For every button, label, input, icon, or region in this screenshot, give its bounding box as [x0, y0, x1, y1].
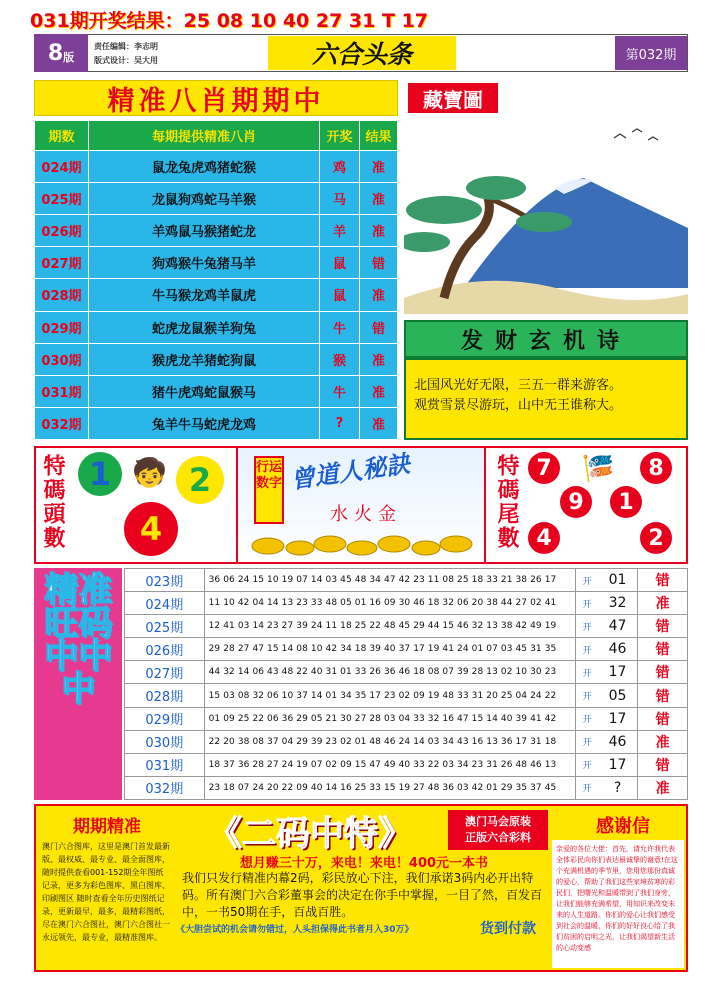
period-cell: 032期 — [35, 407, 89, 439]
secret-title: 曾道人秘訣 — [288, 449, 412, 495]
open-label-cell: 开 — [576, 592, 598, 615]
table-row — [35, 311, 398, 343]
period-cell: 023期 — [125, 569, 205, 592]
edition-suffix: 版 — [63, 51, 75, 64]
wang-code-table — [124, 568, 688, 800]
special-head-label: 特碼頭數 — [40, 454, 65, 550]
period-cell: 026期 — [125, 638, 205, 661]
poem-line-2: 观赏雪景尽游玩，山中无王谁称大。 — [414, 398, 623, 413]
table-row — [35, 279, 398, 311]
bottom-left-title: 期期精准 — [73, 817, 141, 837]
official-source-label: 澳门马会原装 正版六合彩料 — [448, 810, 548, 850]
open-label-cell: 开 — [576, 615, 598, 638]
landscape-illustration — [404, 118, 688, 314]
head-ball-3: 4 — [124, 502, 178, 556]
period-cell: 027期 — [125, 661, 205, 684]
open-number-cell: 01 — [598, 569, 638, 592]
result-cell: 准 — [638, 592, 688, 615]
open-label-cell: 开 — [576, 730, 598, 753]
poem-title: 发财玄机诗 — [404, 320, 688, 358]
table-row — [35, 183, 398, 215]
period-cell: 030期 — [35, 343, 89, 375]
numbers-cell: 18 37 36 28 27 24 19 07 02 09 15 47 49 40 33 22 03 34 23 31 26 48 46 13 — [204, 753, 576, 776]
wang-code-label: 精准旺码中中中 — [44, 570, 112, 709]
signs-cell: 兔羊牛马蛇虎龙鸡 — [89, 407, 320, 439]
result-cell: 准 — [360, 407, 398, 439]
cash-on-delivery: 货到付款 — [480, 921, 536, 937]
draw-cell: 猴 — [320, 343, 360, 375]
numbers-cell: 15 03 08 32 06 10 37 14 01 34 35 17 23 02 09 19 48 33 31 20 25 04 24 22 — [204, 684, 576, 707]
signs-cell: 龙鼠狗鸡蛇马羊猴 — [89, 183, 320, 215]
draw-cell: 鼠 — [320, 247, 360, 279]
treasure-map-label: 藏寶圖 — [408, 83, 498, 113]
period-cell: 030期 — [125, 730, 205, 753]
tree-foliage — [406, 196, 482, 224]
period-cell: 024期 — [125, 592, 205, 615]
open-label-cell: 开 — [576, 638, 598, 661]
period-cell: 031期 — [125, 753, 205, 776]
period-cell: 029期 — [35, 311, 89, 343]
numbers-cell: 01 09 25 22 06 36 29 05 21 30 27 28 03 04 33 32 16 47 15 14 40 39 41 42 — [204, 707, 576, 730]
open-label-cell: 开 — [576, 661, 598, 684]
result-cell: 错 — [638, 569, 688, 592]
tail-ball-5: 4 — [528, 522, 560, 554]
period-cell: 029期 — [125, 707, 205, 730]
result-cell: 准 — [360, 279, 398, 311]
signs-cell: 猴虎龙羊猪蛇狗鼠 — [89, 343, 320, 375]
period-cell: 028期 — [35, 279, 89, 311]
head-ball-1: 1 — [78, 452, 122, 496]
numbers-cell: 22 20 38 08 37 04 29 39 23 02 01 48 46 24 14 03 34 43 16 13 36 17 31 18 — [204, 730, 576, 753]
result-cell: 错 — [638, 638, 688, 661]
open-number-cell: 17 — [598, 753, 638, 776]
numbers-cell: 36 06 24 15 10 19 07 14 03 45 48 34 47 42 23 11 08 25 18 33 21 38 26 17 — [204, 569, 576, 592]
numbers-cell: 12 41 03 14 23 27 39 24 11 18 25 22 48 45 29 44 15 46 32 13 38 42 49 19 — [204, 615, 576, 638]
draw-cell: ? — [320, 407, 360, 439]
poem-line-1: 北国风光好无限，三五一群来游客。 — [414, 378, 623, 393]
draw-cell: 鸡 — [320, 151, 360, 183]
poem-body — [404, 358, 688, 440]
period-cell: 028期 — [125, 684, 205, 707]
paper-title: 六合头条 — [268, 36, 456, 70]
head-ball-2: 2 — [176, 456, 224, 504]
five-elements: 水火金 — [330, 504, 402, 525]
table-row — [125, 730, 688, 753]
issue-number: 第032期 — [615, 36, 687, 70]
open-label-cell: 开 — [576, 776, 598, 799]
two-code-title: 《二码中特》 — [208, 813, 412, 854]
signs-cell: 猪牛虎鸡蛇鼠猴马 — [89, 375, 320, 407]
signs-cell: 狗鸡猴牛兔猪马羊 — [89, 247, 320, 279]
bottom-body: 我们只发行精准内幕2码，彩民放心下注，我们承诺3码内必开出特码。所有澳门六合彩董事会的决定在你手中掌握，一目了然，百发百中，一书50期在手，百战百胜。 — [182, 871, 543, 919]
table-row — [35, 247, 398, 279]
open-number-cell: ? — [598, 776, 638, 799]
tail-ball-1: 7 — [528, 452, 560, 484]
result-cell: 错 — [360, 311, 398, 343]
draw-cell: 羊 — [320, 215, 360, 247]
table-row — [35, 215, 398, 247]
result-cell: 准 — [360, 343, 398, 375]
table-row — [35, 151, 398, 183]
table-row — [125, 638, 688, 661]
result-cell: 准 — [360, 151, 398, 183]
result-cell: 错 — [638, 615, 688, 638]
result-cell: 准 — [360, 215, 398, 247]
fortune-tag: 行运数字 — [254, 456, 284, 524]
period-cell: 025期 — [125, 615, 205, 638]
numbers-cell: 11 10 42 04 14 13 23 33 48 05 01 16 09 30 46 18 32 06 20 38 44 27 02 41 — [204, 592, 576, 615]
open-number-cell: 46 — [598, 638, 638, 661]
result-cell: 错 — [638, 661, 688, 684]
signs-cell: 鼠龙兔虎鸡猪蛇猴 — [89, 151, 320, 183]
table-row — [35, 407, 398, 439]
tail-ball-6: 2 — [640, 522, 672, 554]
signs-cell: 牛马猴龙鸡羊鼠虎 — [89, 279, 320, 311]
open-number-cell: 05 — [598, 684, 638, 707]
table-row — [125, 707, 688, 730]
result-cell: 错 — [638, 707, 688, 730]
open-number-cell: 47 — [598, 615, 638, 638]
table-row — [125, 569, 688, 592]
table-row — [125, 753, 688, 776]
col-period: 期数 — [35, 121, 89, 151]
table-row — [125, 684, 688, 707]
bottom-slogan: 想月赚三十万，来电！来电！400元一本书 — [239, 856, 489, 871]
draw-cell: 鼠 — [320, 279, 360, 311]
open-number-cell: 17 — [598, 661, 638, 684]
table-row — [125, 661, 688, 684]
period-cell: 032期 — [125, 776, 205, 799]
result-cell: 准 — [360, 375, 398, 407]
draw-cell: 牛 — [320, 311, 360, 343]
signs-cell: 羊鸡鼠马猴猪蛇龙 — [89, 215, 320, 247]
result-cell: 错 — [638, 684, 688, 707]
numbers-cell: 44 32 14 06 43 48 22 40 31 01 33 26 36 46 18 08 07 39 28 13 02 10 30 23 — [204, 661, 576, 684]
edition-number: 8 — [47, 40, 64, 66]
open-label-cell: 开 — [576, 569, 598, 592]
eight-zodiac-title: 精准八肖期期中 — [34, 80, 398, 116]
bottom-footnote: 《大胆尝试的机会请勿错过，人头担保得此书者月入30万》 — [176, 925, 414, 935]
editor-credits — [94, 40, 158, 68]
tail-ball-3: 9 — [560, 486, 592, 518]
child-figure-icon: 🧒 — [132, 456, 167, 489]
editor-line: 责任编辑：李志明 — [94, 42, 158, 51]
result-cell: 准 — [638, 730, 688, 753]
table-header-row — [35, 121, 398, 151]
table-row — [35, 343, 398, 375]
thanks-letter-text: 亲爱的各位大佬：首先，请允许我代表全体彩民向你们表达最诚挚的谢意!在这个充满机遇的季节里，您用您那份真诚的爱心，帮助了我们这些家境贫寒的彩民们，把曙光和温暖带到了我们身旁，让我们能够充满希望，用知识来改变未来的人生道路。你们的爱心让我们感受到社会的温暖，你们的好好良心给了我们贫困的启明之光，让我们渴望新生活的心动变感 — [552, 840, 684, 968]
open-number-cell: 32 — [598, 592, 638, 615]
col-draw: 开奖 — [320, 121, 360, 151]
result-cell: 错 — [360, 247, 398, 279]
child-fish-icon: 🎏 — [582, 454, 615, 484]
special-tail-label: 特碼尾數 — [494, 454, 519, 550]
period-cell: 031期 — [35, 375, 89, 407]
table-row — [125, 776, 688, 799]
result-cell: 错 — [638, 753, 688, 776]
eight-zodiac-table — [34, 120, 398, 440]
latest-draw-headline: 031期开奖结果：25 08 10 40 27 31 T 17 — [30, 10, 429, 32]
numbers-cell: 29 28 27 47 15 14 08 10 42 34 18 39 40 37 17 19 41 24 01 07 03 45 31 35 — [204, 638, 576, 661]
period-cell: 025期 — [35, 183, 89, 215]
col-signs: 每期提供精准八肖 — [89, 121, 320, 151]
signs-cell: 蛇虎龙鼠猴羊狗兔 — [89, 311, 320, 343]
open-label-cell: 开 — [576, 684, 598, 707]
col-result: 结果 — [360, 121, 398, 151]
result-cell: 准 — [360, 183, 398, 215]
period-cell: 027期 — [35, 247, 89, 279]
open-label-cell: 开 — [576, 707, 598, 730]
thanks-letter-title: 感谢信 — [596, 816, 650, 837]
gold-ingots-icon — [250, 524, 480, 558]
draw-cell: 牛 — [320, 375, 360, 407]
table-row — [125, 615, 688, 638]
open-label-cell: 开 — [576, 753, 598, 776]
result-cell: 准 — [638, 776, 688, 799]
table-row — [35, 375, 398, 407]
table-row — [125, 592, 688, 615]
open-number-cell: 17 — [598, 707, 638, 730]
draw-cell: 马 — [320, 183, 360, 215]
open-number-cell: 46 — [598, 730, 638, 753]
tail-ball-4: 1 — [610, 486, 642, 518]
period-cell: 024期 — [35, 151, 89, 183]
bottom-left-text: 澳门六合图库，这里是澳门首发最新版、最权威、最专业、最全面图库，随时提供查看001-152期全年图纸记录，更多为彩色图库、黑白图库、印刷图区 随时查看全年历史图纸记录，更新最早，最多，最精彩图纸，尽在澳门六合图社，澳门六合图社一永远领先，最专业，最精准图库。 — [42, 842, 170, 942]
tail-ball-2: 8 — [640, 452, 672, 484]
period-cell: 026期 — [35, 215, 89, 247]
numbers-cell: 23 18 07 24 20 22 09 40 14 16 25 33 15 19 27 48 36 03 42 01 29 35 37 45 — [204, 776, 576, 799]
designer-line: 版式设计：吴大用 — [94, 56, 158, 65]
edition-badge — [34, 34, 88, 72]
